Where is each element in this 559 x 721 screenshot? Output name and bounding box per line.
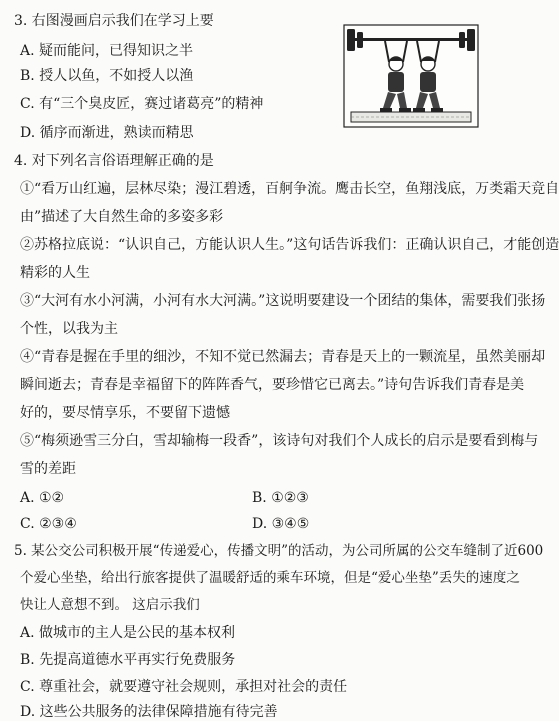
q4-item-1-line-2: 由”描述了大自然生命的多姿多彩 xyxy=(20,209,224,225)
q3-stem: 3. 右图漫画启示我们在学习上要 xyxy=(14,13,214,29)
q4-stem: 4. 对下列名言俗语理解正确的是 xyxy=(14,153,214,169)
q5-option-b: B. 先提高道德水平再实行免费服务 xyxy=(20,652,236,668)
q4-option-b: B. ①②③ xyxy=(252,490,309,506)
q5-stem-line-2: 个爱心坐垫，给出行旅客提供了温暖舒适的乘车环境，但是“爱心坐垫”丢失的速度之 xyxy=(20,570,520,586)
q4-item-5-line-1: ⑤“梅须逊雪三分白，雪却输梅一段香”，该诗句对我们个人成长的启示是要看到梅与 xyxy=(20,433,539,449)
q3-option-c: C. 有“三个臭皮匠，赛过诸葛亮”的精神 xyxy=(20,96,264,112)
weightlifting-comic-image xyxy=(343,24,479,128)
q4-item-5-line-2: 雪的差距 xyxy=(20,461,76,477)
q4-item-2-line-1: ②苏格拉底说：“认识自己，方能认识人生。”这句话告诉我们：正确认识自己，才能创造 xyxy=(20,237,559,253)
q4-item-1-line-1: ①“看万山红遍，层林尽染；漫江碧透，百舸争流。鹰击长空，鱼翔浅底，万类霜天竞自 xyxy=(20,181,559,197)
q4-option-c: C. ②③④ xyxy=(20,516,77,532)
q4-item-3-line-2: 个性，以我为主 xyxy=(20,321,118,337)
q3-option-a: A. 疑而能问，已得知识之半 xyxy=(20,43,194,59)
q5-option-c: C. 尊重社会，就要遵守社会规则，承担对社会的责任 xyxy=(20,679,348,695)
q3-option-b: B. 授人以鱼，不如授人以渔 xyxy=(20,68,194,84)
q4-item-2-line-2: 精彩的人生 xyxy=(20,265,90,281)
q4-option-d: D. ③④⑤ xyxy=(252,516,310,532)
q4-item-3-line-1: ③“大河有水小河满，小河有水大河满。”这说明要建设一个团结的集体，需要我们张扬 xyxy=(20,293,546,309)
q4-option-a: A. ①② xyxy=(20,490,65,506)
q5-stem-line-3: 快让人意想不到。 这启示我们 xyxy=(20,597,200,613)
q3-option-d: D. 循序而渐进，熟读而精思 xyxy=(20,125,194,141)
q4-item-4-line-2: 瞬间逝去；青春是幸福留下的阵阵香气，要珍惜它已离去。”诗句告诉我们青春是美 xyxy=(20,377,525,393)
q5-stem-line-1: 5. 某公交公司积极开展“传递爱心，传播文明”的活动，为公司所属的公交车缝制了近600 xyxy=(14,543,544,559)
q4-item-4-line-1: ④“青春是握在手里的细沙，不知不觉已然漏去；青春是天上的一颗流星，虽然美丽却 xyxy=(20,349,546,365)
q4-item-4-line-3: 好的，要尽情享乐，不要留下遗憾 xyxy=(20,405,230,421)
q5-option-d: D. 这些公共服务的法律保障措施有待完善 xyxy=(20,704,278,720)
q5-option-a: A. 做城市的主人是公民的基本权利 xyxy=(20,625,236,641)
